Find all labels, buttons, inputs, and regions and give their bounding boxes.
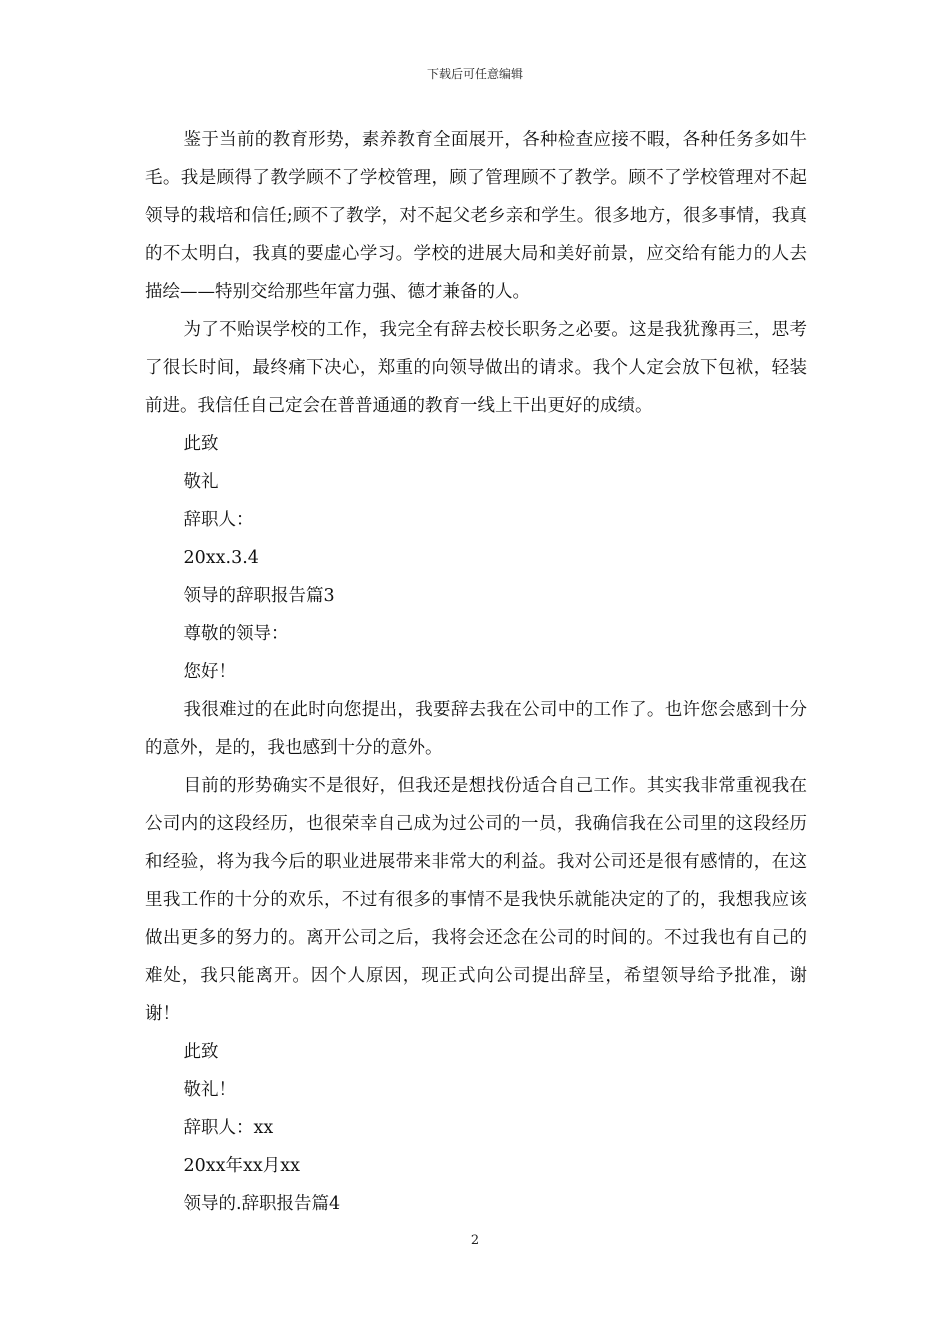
paragraph-education-situation: 鉴于当前的教育形势，素养教育全面展开，各种检查应接不暇，各种任务多如牛毛。我是顾得了教学顾不了学校管理，顾了管理顾不了教学。顾不了学校管理对不起领导的栽培和信任;顾不了教学，对不起父老乡亲和学生。很多地方，很多事情，我真的不太明白，我真的要虚心学习。学校的进展大局和美好前景，应交给有能力的人去描绘——特别交给那些年富力强、德才兼备的人。: [145, 130, 807, 302]
paragraph-announcement: 我很难过的在此时向您提出，我要辞去我在公司中的工作了。也许您会感到十分的意外，是的，我也感到十分的意外。: [145, 700, 807, 758]
closing-cizhi: 此致: [183, 434, 219, 454]
document-body: [145, 121, 807, 1223]
signature-date-2: 20xx年xx月xx: [183, 1156, 300, 1176]
greeting: 您好！: [183, 662, 236, 682]
page-number: 2: [470, 1233, 480, 1248]
closing-cizhi-2: 此致: [183, 1042, 219, 1062]
section-title-4: 领导的.辞职报告篇4: [183, 1194, 341, 1214]
signature-date: 20xx.3.4: [183, 548, 259, 568]
salutation: 尊敬的领导：: [183, 624, 289, 644]
paragraph-situation-details: 目前的形势确实不是很好，但我还是想找份适合自己工作。其实我非常重视我在公司内的这段经历，也很荣幸自己成为过公司的一员，我确信我在公司里的这段经历和经验，将为我今后的职业进展带来非常大的利益。我对公司还是很有感情的，在这里我工作的十分的欢乐，不过有很多的事情不是我快乐就能决定的了的，我想我应该做出更多的努力的。离开公司之后，我将会还念在公司的时间的。不过我也有自己的难处，我只能离开。因个人原因，现正式向公司提出辞呈，希望领导给予批准，谢谢！: [145, 776, 807, 1024]
signature-label: 辞职人：: [183, 510, 254, 530]
paragraph-resignation-reason: 为了不贻误学校的工作，我完全有辞去校长职务之必要。这是我犹豫再三，思考了很长时间，最终痛下决心，郑重的向领导做出的请求。我个人定会放下包袱，轻装前进。我信任自己定会在普普通通的教育一线上干出更好的成绩。: [145, 320, 807, 416]
closing-jingli: 敬礼: [183, 472, 219, 492]
section-title-3: 领导的辞职报告篇3: [183, 586, 335, 606]
signature-label-2: 辞职人：xx: [183, 1118, 274, 1138]
closing-jingli-2: 敬礼！: [183, 1080, 236, 1100]
page-header: 下载后可任意编辑: [426, 67, 523, 81]
